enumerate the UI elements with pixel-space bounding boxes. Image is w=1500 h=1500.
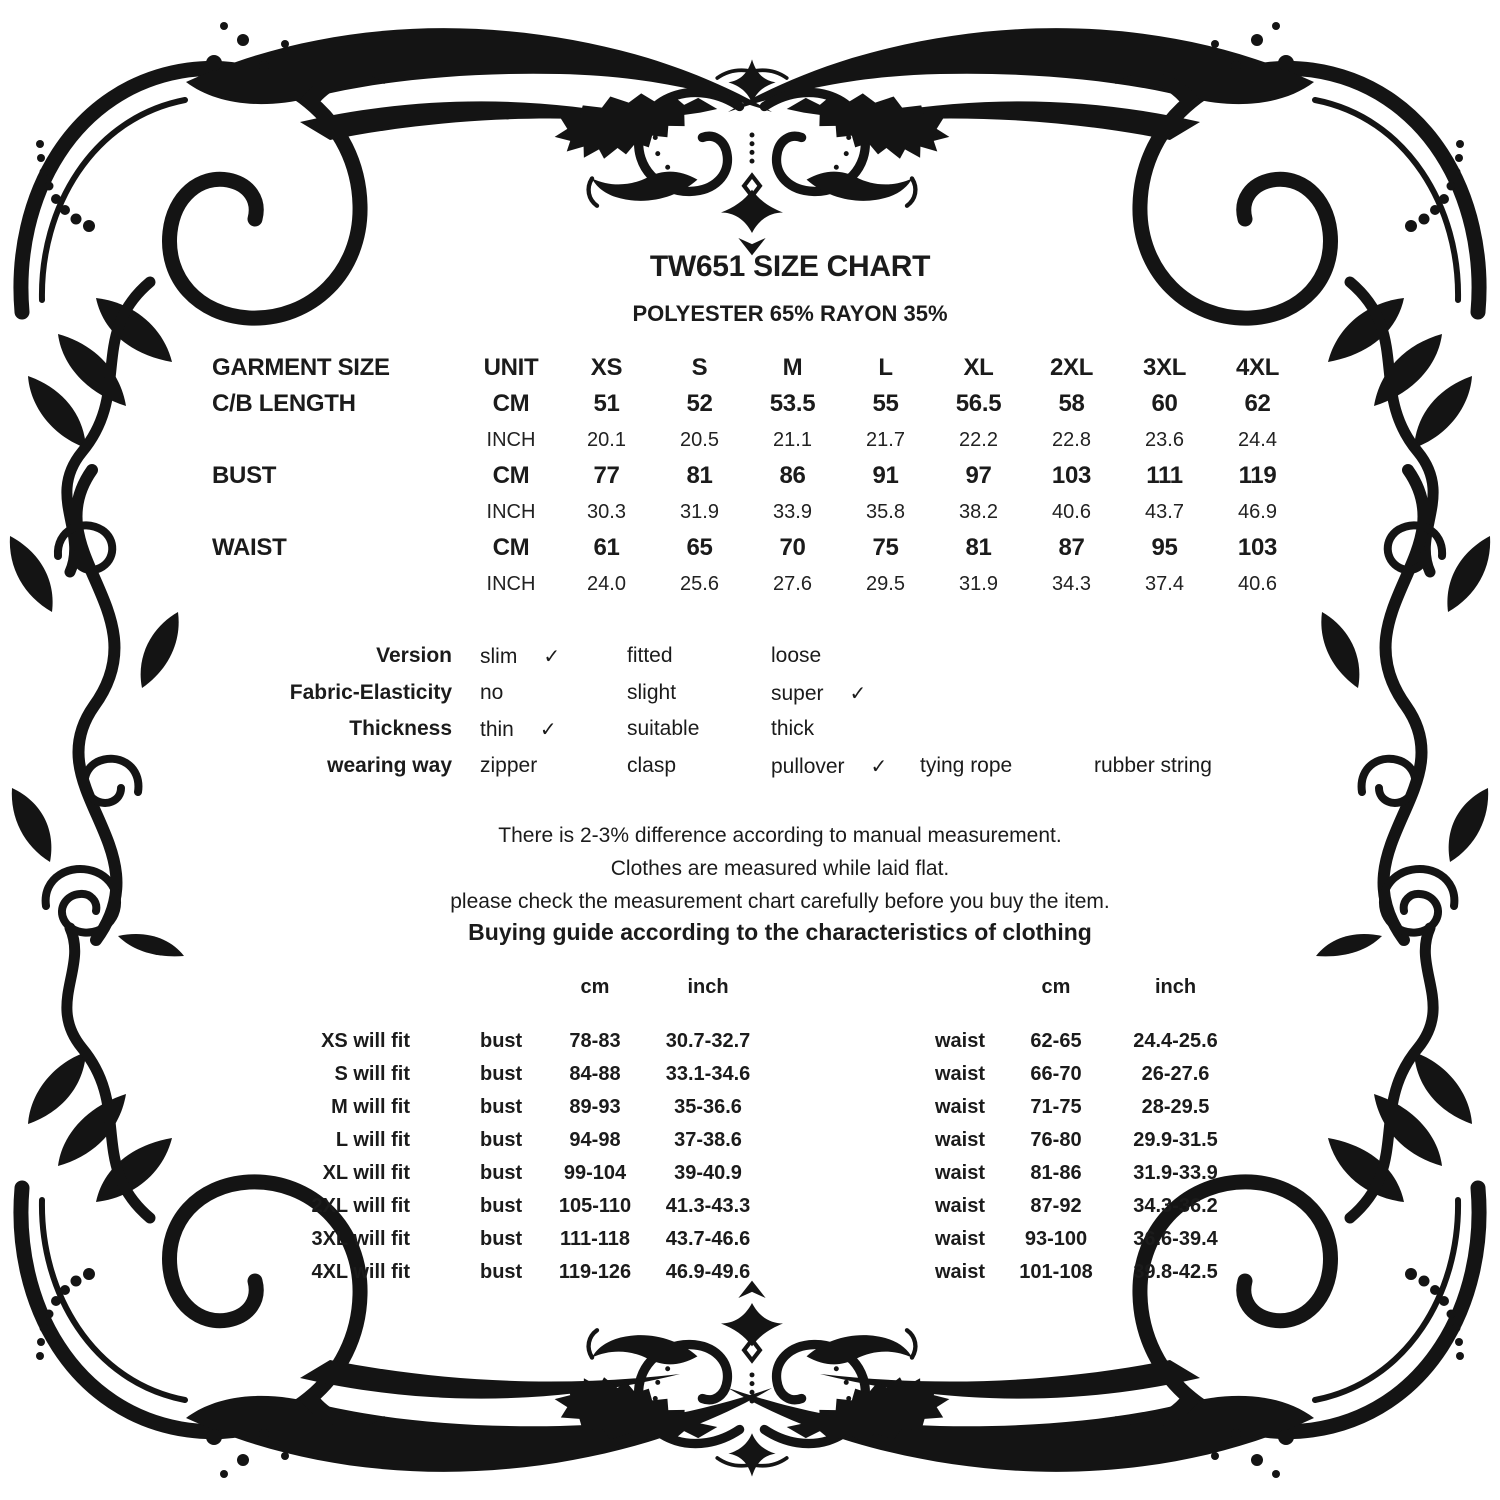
size-table-label-header: GARMENT SIZE [212, 354, 390, 381]
guide-row [280, 1096, 1290, 1129]
checkmark-icon: ✓ [543, 646, 561, 668]
measurement-value: 65 [686, 534, 713, 561]
note-line: There is 2-3% difference according to manual measurement. [498, 824, 1062, 847]
measurement-value: 43.7 [1145, 500, 1184, 523]
attribute-label: wearing way [327, 754, 452, 777]
guide-cell-waist-inch: 34.3-36.2 [1133, 1195, 1218, 1217]
measurement-value: 77 [593, 462, 620, 489]
guide-cell-waist-label: waist [935, 1063, 986, 1085]
measurement-value: 53.5 [769, 390, 816, 417]
guide-cell-size: 2XL will fit [311, 1195, 410, 1217]
attribute-option: super ✓ [771, 682, 867, 705]
measurement-value: 38.2 [959, 500, 998, 523]
size-column-header: 4XL [1235, 354, 1280, 381]
guide-cell-waist-inch: 29.9-31.5 [1133, 1129, 1218, 1151]
attribute-option: pullover ✓ [771, 755, 888, 778]
size-column-header: XL [963, 354, 994, 381]
measurement-value: 91 [872, 462, 899, 489]
attribute-row-version [0, 644, 1500, 676]
measurement-value: 33.9 [773, 500, 812, 523]
measurement-value: 31.9 [680, 500, 719, 523]
fabric-composition: POLYESTER 65% RAYON 35% [632, 301, 948, 326]
guide-cell-waist-cm: 76-80 [1030, 1129, 1082, 1151]
measurement-value: 22.8 [1052, 428, 1091, 451]
measurement-value: 60 [1151, 390, 1178, 417]
measurement-value: 62 [1244, 390, 1271, 417]
measurement-value: 24.0 [587, 572, 626, 595]
guide-header-row [280, 976, 1290, 1009]
guide-row [280, 1195, 1290, 1228]
measurement-value: 95 [1151, 534, 1178, 561]
guide-cell-bust-label: bust [480, 1162, 523, 1184]
measurement-value: 75 [872, 534, 899, 561]
attribute-label: Thickness [349, 717, 452, 740]
attribute-option: slim ✓ [480, 645, 561, 668]
measurement-value: 61 [593, 534, 620, 561]
guide-cell-size: S will fit [334, 1063, 410, 1085]
guide-cell-bust-cm: 119-126 [558, 1261, 632, 1283]
guide-cell-bust-cm: 99-104 [563, 1162, 627, 1184]
attribute-option: thick [771, 717, 815, 740]
measurement-value: 25.6 [680, 572, 719, 595]
guide-row [280, 1030, 1290, 1063]
guide-cell-waist-cm: 93-100 [1024, 1228, 1088, 1250]
guide-cell-bust-inch: 30.7-32.7 [665, 1030, 751, 1052]
guide-cell-bust-inch: 43.7-46.6 [665, 1228, 751, 1250]
guide-cell-waist-inch: 36.6-39.4 [1133, 1228, 1218, 1250]
measurement-value: 34.3 [1052, 572, 1091, 595]
measurement-value: 58 [1058, 390, 1085, 417]
guide-cell-bust-cm: 84-88 [569, 1063, 621, 1085]
measurement-value: 27.6 [773, 572, 812, 595]
measurement-value: 20.5 [680, 428, 719, 451]
size-column-header: M [782, 354, 803, 381]
unit-label: CM [492, 534, 530, 561]
guide-cell-bust-label: bust [480, 1228, 523, 1250]
measurement-value: 21.7 [866, 428, 905, 451]
measurement-value: 119 [1238, 462, 1277, 489]
guide-cell-bust-label: bust [480, 1261, 523, 1283]
buying-guide-heading: Buying guide according to the characteristics of clothing [468, 919, 1092, 945]
guide-cell-waist-label: waist [935, 1096, 986, 1118]
guide-cell-waist-label: waist [935, 1228, 986, 1250]
unit-label: CM [492, 390, 530, 417]
measurement-value: 21.1 [773, 428, 812, 451]
unit-label: CM [492, 462, 530, 489]
measurement-value: 29.5 [866, 572, 905, 595]
attribute-option: rubber string [1094, 754, 1212, 777]
guide-cell-size: 4XL will fit [311, 1261, 410, 1283]
guide-cell-bust-inch: 46.9-49.6 [665, 1261, 751, 1283]
page-title: TW651 SIZE CHART [649, 250, 931, 283]
measurement-value: 46.9 [1238, 500, 1277, 523]
attribute-label: Fabric-Elasticity [289, 681, 452, 704]
guide-cell-bust-cm: 94-98 [569, 1129, 621, 1151]
guide-cell-size: L will fit [335, 1129, 410, 1151]
attribute-option: no [480, 681, 504, 704]
attribute-option: suitable [627, 717, 700, 740]
guide-cell-waist-cm: 66-70 [1030, 1063, 1082, 1085]
measurement-value: 23.6 [1145, 428, 1184, 451]
size-column-header: XS [590, 354, 623, 381]
guide-cell-waist-cm: 81-86 [1030, 1162, 1082, 1184]
measurement-value: 35.8 [866, 500, 905, 523]
guide-column-header: cm [580, 976, 610, 998]
guide-cell-bust-inch: 39-40.9 [674, 1162, 742, 1184]
guide-column-header: cm [1041, 976, 1071, 998]
guide-cell-waist-cm: 101-108 [1019, 1261, 1093, 1283]
attribute-label: Version [376, 644, 452, 667]
measurement-label: BUST [212, 462, 277, 489]
measurement-value: 24.4 [1238, 428, 1277, 451]
guide-cell-waist-inch: 24.4-25.6 [1133, 1030, 1218, 1052]
buying-guide-table [280, 976, 1290, 1306]
guide-column-header: inch [687, 976, 729, 998]
attribute-option: slight [627, 681, 677, 704]
guide-cell-bust-label: bust [480, 1063, 523, 1085]
guide-cell-size: XL will fit [322, 1162, 410, 1184]
guide-cell-waist-inch: 31.9-33.9 [1133, 1162, 1218, 1184]
measurement-label: C/B LENGTH [212, 390, 356, 417]
guide-cell-bust-cm: 89-93 [569, 1096, 621, 1118]
guide-row [280, 1162, 1290, 1195]
size-column-header: 3XL [1142, 354, 1187, 381]
guide-cell-bust-label: bust [480, 1030, 523, 1052]
measurement-value: 31.9 [959, 572, 998, 595]
measurement-value: 81 [686, 462, 713, 489]
measurement-value: 87 [1058, 534, 1085, 561]
measurement-value: 81 [965, 534, 992, 561]
guide-cell-bust-inch: 37-38.6 [674, 1129, 742, 1151]
measurement-value: 97 [965, 462, 992, 489]
guide-row [280, 1261, 1290, 1294]
measurement-label: WAIST [212, 534, 287, 561]
checkmark-icon: ✓ [870, 756, 888, 778]
attribute-row-thickness [0, 717, 1500, 749]
unit-label: INCH [486, 500, 536, 523]
measurement-value: 40.6 [1052, 500, 1091, 523]
size-column-header: S [691, 354, 708, 381]
measurement-value: 51 [593, 390, 620, 417]
guide-cell-waist-inch: 39.8-42.5 [1133, 1261, 1218, 1283]
attribute-row-fabric-elasticity [0, 681, 1500, 713]
measurement-value: 56.5 [955, 390, 1002, 417]
guide-cell-bust-label: bust [480, 1195, 523, 1217]
guide-cell-waist-label: waist [935, 1195, 986, 1217]
measurement-value: 37.4 [1145, 572, 1184, 595]
checkmark-icon: ✓ [849, 683, 867, 705]
measurement-value: 52 [686, 390, 713, 417]
attribute-option: thin ✓ [480, 718, 557, 741]
guide-cell-waist-label: waist [935, 1129, 986, 1151]
attribute-option: zipper [480, 754, 538, 777]
guide-cell-bust-cm: 78-83 [569, 1030, 621, 1052]
guide-cell-waist-inch: 28-29.5 [1141, 1096, 1210, 1118]
guide-cell-bust-inch: 33.1-34.6 [665, 1063, 751, 1085]
guide-cell-size: 3XL will fit [311, 1228, 410, 1250]
checkmark-icon: ✓ [539, 719, 557, 741]
guide-cell-bust-label: bust [480, 1096, 523, 1118]
guide-cell-size: M will fit [331, 1096, 410, 1118]
attribute-option: fitted [627, 644, 673, 667]
guide-row [280, 1228, 1290, 1261]
measurement-value: 30.3 [587, 500, 626, 523]
note-line: Clothes are measured while laid flat. [610, 857, 950, 880]
size-column-header: 2XL [1049, 354, 1094, 381]
measurement-value: 103 [1237, 534, 1278, 561]
guide-cell-bust-cm: 111-118 [559, 1228, 631, 1250]
measurement-value: 86 [779, 462, 806, 489]
guide-cell-waist-cm: 87-92 [1030, 1195, 1082, 1217]
measurement-value: 40.6 [1238, 572, 1277, 595]
measurement-value: 103 [1051, 462, 1092, 489]
attribute-option: tying rope [920, 754, 1013, 777]
guide-cell-bust-inch: 35-36.6 [674, 1096, 742, 1118]
size-column-header: L [878, 354, 893, 381]
guide-cell-waist-label: waist [935, 1030, 986, 1052]
measurement-value: 20.1 [587, 428, 626, 451]
guide-cell-size: XS will fit [321, 1030, 410, 1052]
size-table-unit-header: UNIT [483, 354, 539, 381]
measurement-value: 22.2 [959, 428, 998, 451]
guide-cell-waist-inch: 26-27.6 [1141, 1063, 1210, 1085]
note-line: please check the measurement chart carefully before you buy the item. [450, 890, 1110, 913]
guide-cell-bust-inch: 41.3-43.3 [665, 1195, 751, 1217]
guide-cell-waist-label: waist [935, 1162, 986, 1184]
guide-row [280, 1063, 1290, 1096]
guide-cell-waist-cm: 71-75 [1030, 1096, 1082, 1118]
measurement-value: 111 [1146, 462, 1183, 489]
guide-column-header: inch [1154, 976, 1197, 998]
unit-label: INCH [486, 428, 536, 451]
guide-cell-bust-label: bust [480, 1129, 523, 1151]
unit-label: INCH [486, 572, 536, 595]
guide-cell-waist-cm: 62-65 [1030, 1030, 1082, 1052]
attribute-option: loose [771, 644, 822, 667]
guide-row [280, 1129, 1290, 1162]
guide-cell-bust-cm: 105-110 [558, 1195, 632, 1217]
garment-size-table [212, 350, 1304, 602]
attribute-option: clasp [627, 754, 677, 777]
measurement-value: 55 [872, 390, 899, 417]
attribute-row-wearing-way [0, 754, 1500, 786]
guide-cell-waist-label: waist [935, 1261, 986, 1283]
measurement-value: 70 [779, 534, 806, 561]
